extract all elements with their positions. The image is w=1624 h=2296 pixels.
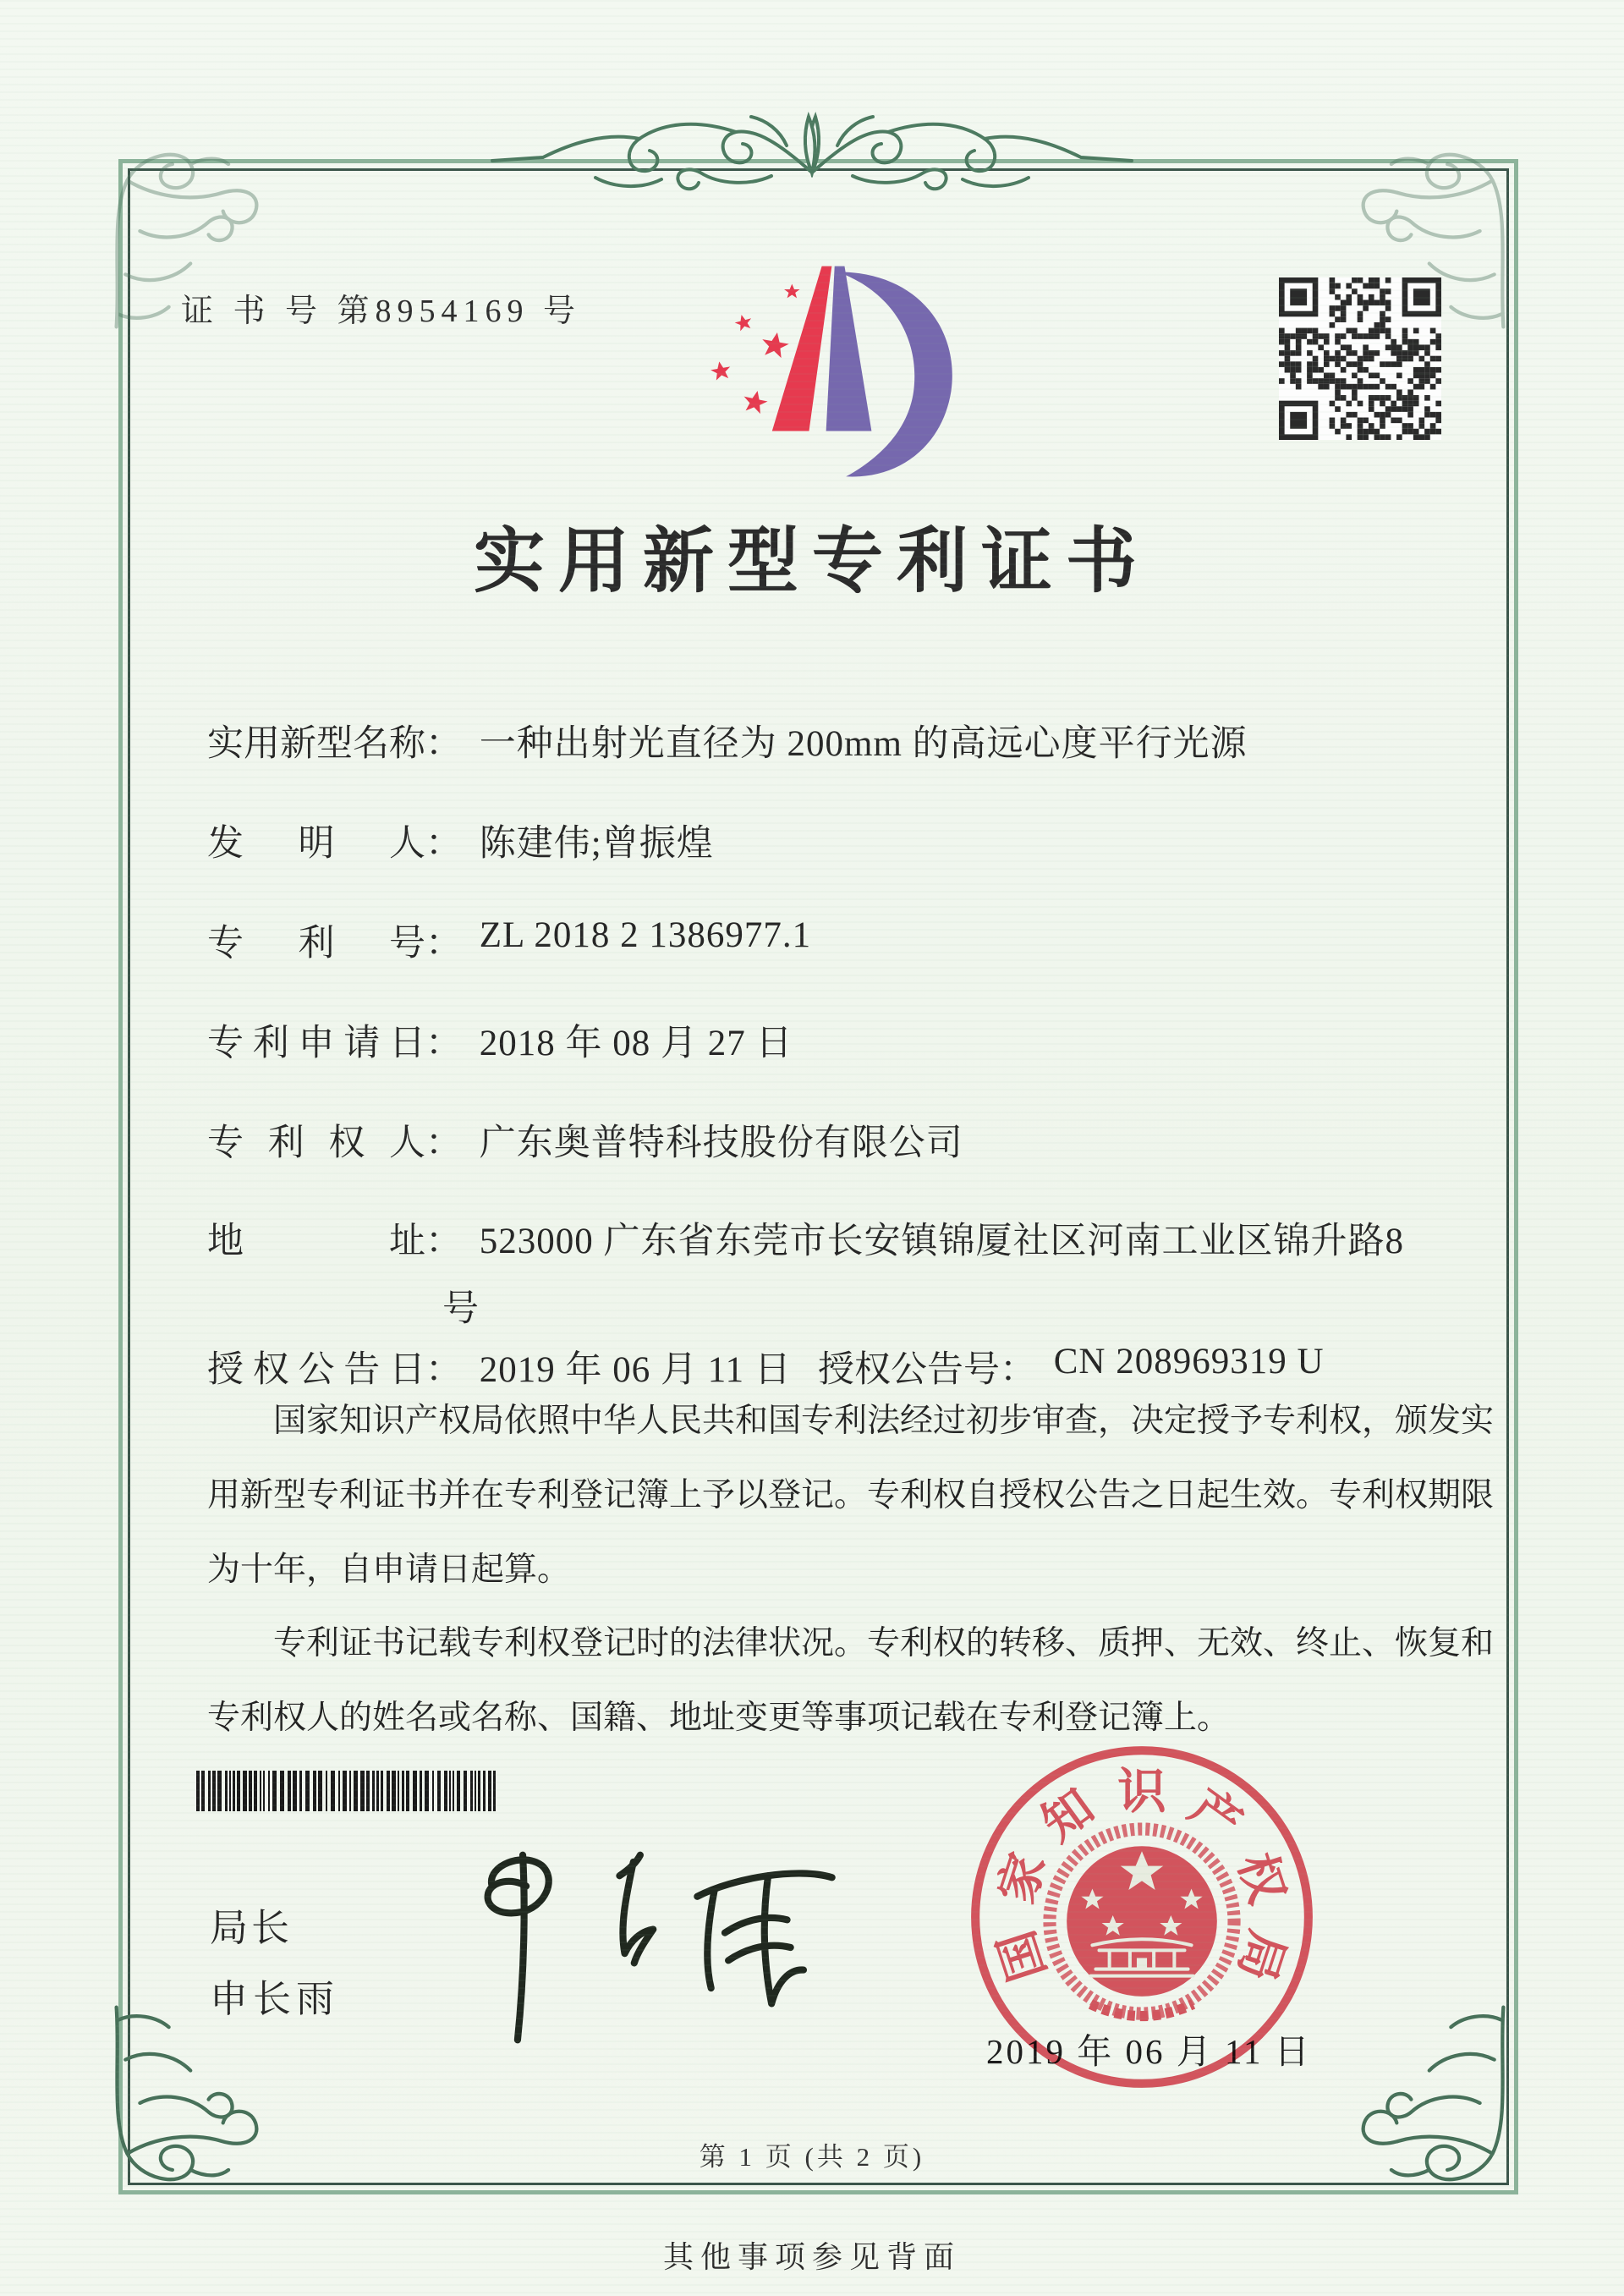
page-indicator: 第 1 页 (共 2 页) [699, 2142, 925, 2172]
field-value: 2019 年 06 月 11 日 [479, 1350, 792, 1390]
field-value: 号 [442, 1289, 480, 1329]
legal-text [207, 1384, 1517, 1755]
field-label: 专利权人 [207, 1123, 425, 1163]
field-label: 授权公告日 [207, 1350, 425, 1390]
field-value: 一种出射光直径为 200mm 的高远心度平行光源 [479, 724, 1248, 764]
field-value: 523000 广东省东莞市长安镇锦厦社区河南工业区锦升路8 [479, 1222, 1404, 1261]
field-label: 地址 [207, 1222, 425, 1261]
field-row-patent-number: 专利号： ZL 2018 2 1386977.1 [207, 915, 1510, 966]
barcode [196, 1771, 502, 1811]
field-row-inventors: 发明人： 陈建伟;曾振煌 [207, 815, 1510, 866]
certificate-title: 实用新型专利证书 [473, 523, 1150, 601]
svg-text:识: 识 [1117, 1765, 1166, 1819]
dragon-scroll-ornament-icon [489, 95, 1135, 230]
field-value: CN 208969319 U [1053, 1342, 1325, 1381]
seal-date: 2019 年 06 月 11 日 [986, 2032, 1312, 2071]
field-label: 专利号 [207, 924, 425, 964]
svg-text:国: 国 [990, 1924, 1056, 1987]
field-label: 授权公告号 [818, 1350, 1000, 1390]
field-row-grant-number: 授权公告号： CN 208969319 U [818, 1342, 1325, 1390]
cnipa-official-seal [963, 1738, 1321, 2096]
field-value: 陈建伟;曾振煌 [479, 824, 714, 864]
cnipa-logo-icon [687, 252, 971, 499]
certificate-number: 证 书 号 第8954169 号 [181, 294, 582, 329]
field-label: 专利申请日 [207, 1024, 425, 1063]
field-value: 2018 年 08 月 27 日 [479, 1024, 793, 1063]
svg-text:家: 家 [990, 1847, 1056, 1910]
field-row-utility-model-name: 实用新型名称： 一种出射光直径为 200mm 的高远心度平行光源 [207, 715, 1510, 766]
svg-text:产: 产 [1180, 1780, 1251, 1852]
field-row-patentee: 专利权人： 广东奥普特科技股份有限公司 [207, 1114, 1510, 1166]
svg-text:局: 局 [1227, 1924, 1294, 1987]
back-side-note: 其他事项参见背面 [662, 2240, 961, 2274]
field-row-filing-date: 专利申请日： 2018 年 08 月 27 日 [207, 1014, 1510, 1066]
commissioner-signature [440, 1841, 846, 2052]
field-row-grant: 授权公告日： 2019 年 06 月 11 日 授权公告号： CN 208969319 U [207, 1341, 1510, 1392]
legal-paragraph: 国家知识产权局依照中华人民共和国专利法经过初步审查，决定授予专利权，颁发实用新型专利证书并在专利登记簿上予以登记。专利权自授权公告之日起生效。专利权期限为十年，自申请日起算。 [207, 1403, 1495, 1588]
field-value: ZL 2018 2 1386977.1 [479, 915, 812, 955]
svg-text:知: 知 [1033, 1780, 1104, 1852]
legal-paragraph: 专利证书记载专利权登记时的法律状况。专利权的转移、质押、无效、终止、恢复和专利权人的姓名或名称、国籍、地址变更等事项记载在专利登记簿上。 [207, 1625, 1495, 1736]
commissioner-title: 局长 [210, 1907, 294, 1949]
field-label: 实用新型名称 [207, 724, 425, 764]
commissioner-name: 申长雨 [210, 1978, 340, 2020]
field-row-address: 地址： 523000 广东省东莞市长安镇锦厦社区河南工业区锦升路8 [207, 1212, 1510, 1264]
qr-code [1279, 277, 1441, 440]
field-label: 发明人 [207, 824, 425, 864]
field-value: 广东奥普特科技股份有限公司 [479, 1123, 963, 1163]
field-row-address-line2 [434, 1280, 1624, 1332]
svg-text:权: 权 [1227, 1847, 1294, 1910]
